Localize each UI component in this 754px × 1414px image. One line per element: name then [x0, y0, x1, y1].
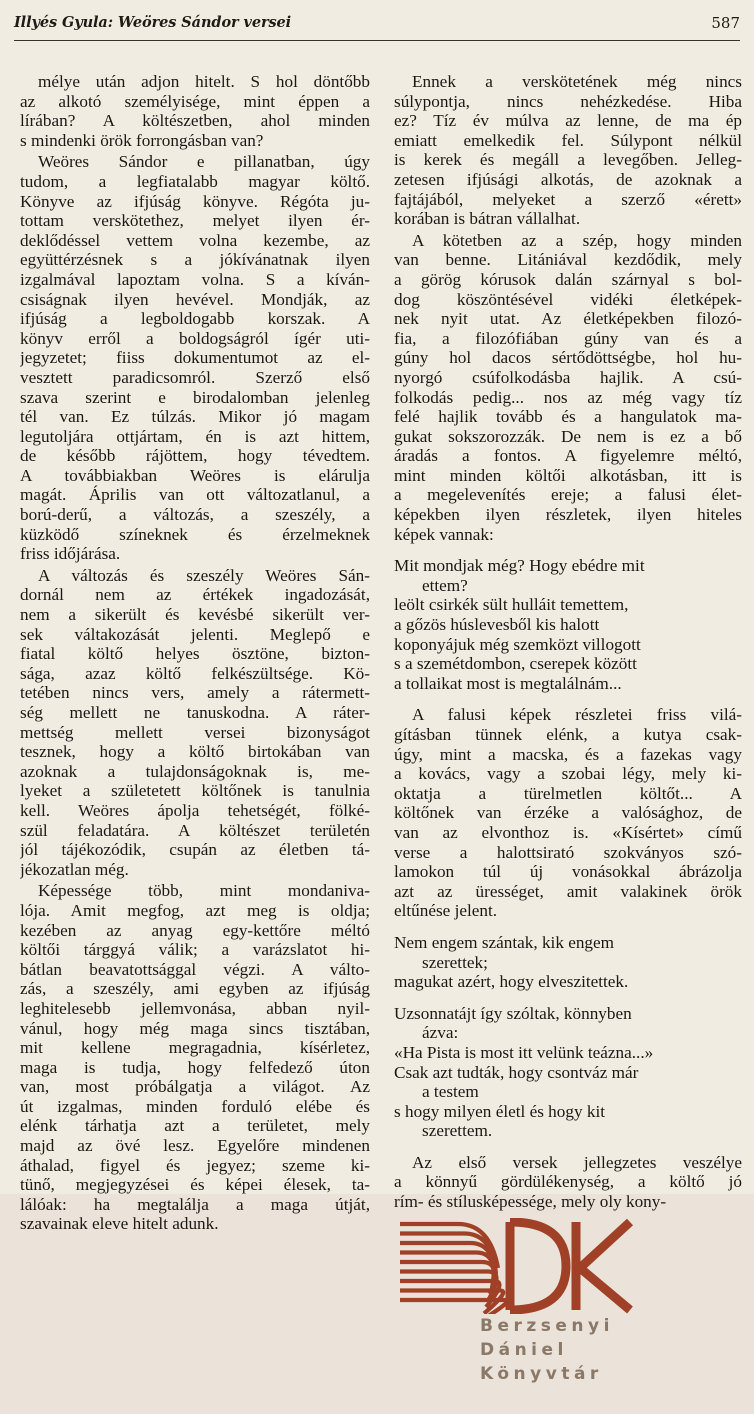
text-line: tünő, megjegyzései és képei élesek, ta-	[20, 1175, 370, 1195]
text-line: nyorgó csúfolkodásba hajlik. A csú-	[394, 367, 742, 387]
text-line: gukat sokszorozzák. De nem is ez a bő	[394, 426, 742, 446]
text-line: ború-derű, a változás, a szeszély, a	[20, 505, 370, 525]
text-line: van, most próbálgatja a világot. Az	[20, 1077, 370, 1097]
left-column	[20, 72, 370, 1236]
text-line: vesztett paradicsomról. Szerző első	[20, 367, 370, 387]
logo-stripe	[400, 1272, 497, 1301]
poem-line: Uzsonnatájt így szóltak, könnyben	[394, 1003, 632, 1023]
running-head-title: Illyés Gyula: Weöres Sándor versei	[14, 14, 292, 31]
text-line: kezében az anyag egy-kettőre méltó	[20, 920, 370, 940]
text-line: van az elvonthoz is. «Kísértet» című	[394, 822, 742, 842]
text-line: mint minden költői alkotásban, itt is	[394, 465, 742, 485]
text-line: sága, azaz költő felkészültsége. Kö-	[20, 663, 370, 683]
text-line: azt az ürességet, amit valakinek örök	[394, 881, 742, 901]
text-line: ség mellett ne tanuskodna. A ráter-	[20, 703, 370, 722]
text-line: deklődéssel vettem volna kezembe, az	[20, 230, 370, 250]
text-line: képek vannak:	[394, 524, 494, 544]
header-rule	[14, 40, 740, 41]
text-line: lamokon túl új vonásokkal ábrázolja	[394, 862, 742, 882]
text-line: A kötetben az a szép, hogy minden	[412, 230, 742, 250]
logo-text-line-3: Könyvtár	[480, 1364, 603, 1384]
text-line: magát. Április van ott változatlanul, a	[20, 485, 370, 505]
text-line: gításban tünnek elénk, a kutya csak-	[394, 725, 742, 744]
text-line: küzködő színeknek és érzelmeknek	[20, 524, 370, 544]
poem-line: a tollaikat most is megtalálnám...	[394, 673, 622, 693]
poem-line: koponyájuk még szemközt villogott	[394, 634, 641, 654]
poem-line: a gőzös húslevesből kis halott	[394, 615, 600, 635]
text-line: jékozatlan még.	[20, 859, 129, 879]
text-line: tottam verskötethez, melyet ilyen ér-	[20, 211, 370, 231]
text-line: tesznek, hogy a költő birtokában van	[20, 742, 370, 762]
text-line: dog köszöntésével vidéki életképek-	[394, 289, 742, 309]
text-line: maga is tudja, hogy felfedező úton	[20, 1057, 370, 1077]
text-line: zetesen ifjúsági alkotás, de azoknak a	[394, 169, 742, 189]
text-line: képekben ilyen részletek, ilyen hiteles	[394, 505, 742, 525]
text-line: költőnek van érzéke a valósághoz, de	[394, 803, 742, 823]
text-line: zás, a szeszély, ami egyben az ifjúság	[20, 979, 370, 999]
text-line: áthalad, figyel és jegyez; szeme ki-	[20, 1155, 370, 1175]
text-line: de később rájöttem, hogy tévedtem.	[20, 446, 370, 466]
page-number: 587	[711, 14, 740, 32]
text-line: jegyzetet; fiiss dokumentumot az el-	[20, 348, 370, 368]
text-line: azoknak a tulajdonságoknak is, me-	[20, 761, 370, 781]
poem-line: Mit mondjak még? Hogy ebédre mit	[394, 556, 645, 576]
poem-line: Csak azt tudták, hogy csontváz már	[394, 1062, 639, 1082]
text-line: jól tájékozódik, csupán az életben tá-	[20, 840, 370, 860]
text-line: mettség mellett versei bizonyságot	[20, 722, 370, 742]
text-line: út izgalmas, minden forduló elébe és	[20, 1096, 370, 1116]
text-line: emiatt emelkedik fel. Súlypont nélkül	[394, 130, 742, 150]
text-line: A falusi képek részletei friss vilá-	[412, 705, 742, 725]
text-line: dornál nem az értékek ingadozását,	[20, 585, 370, 605]
poem-line: s a szemétdombon, cserepek között	[394, 654, 637, 674]
text-line: áradás a fontos. A figyelemre méltó,	[394, 446, 742, 466]
text-line: verse a halottsirató szokványos szó-	[394, 842, 742, 862]
text-line: a görög kórusok dalán szárnyal s bol-	[394, 269, 742, 289]
poem-line: ettem?	[422, 575, 468, 595]
poem-line: a testem	[422, 1082, 479, 1102]
paragraph	[394, 705, 742, 921]
text-line: s mindenki örök forrongásban van?	[20, 130, 264, 150]
text-line: leghitelesebb jellemvonása, abban nyil-	[20, 998, 370, 1018]
logo-text-line-2: Dániel	[480, 1340, 568, 1360]
text-line: úgy, mint a macska, és a fazekas vagy	[394, 744, 742, 764]
text-line: legutoljára ottjártam, én is azt hittem,	[20, 426, 370, 446]
text-line: fajtájából, melyeket a szerző «érett»	[394, 189, 742, 209]
text-line: ifjúság a legboldogabb korszak. A	[20, 309, 370, 329]
paragraph	[20, 881, 370, 1234]
text-line: vánul, hogy még maga sincs tisztában,	[20, 1018, 370, 1038]
text-line: Weöres Sándor e pillanatban, úgy	[38, 152, 370, 172]
text-line: Könyve az ifjúság könyve. Régóta ju-	[20, 191, 370, 211]
text-line: költői tárggyá válik; a varázslatot hi-	[20, 940, 370, 960]
text-line: szava szerint e birodalomban jelenleg	[20, 387, 370, 407]
text-line: csiságnak ilyen hevével. Mondják, az	[20, 289, 370, 309]
poem-line: Nem engem szántak, kik engem	[394, 932, 615, 952]
text-line: van benne. Litániával kezdődik, mely	[394, 250, 742, 270]
bdk-logo-icon	[398, 1218, 634, 1314]
text-line: gúny hol dacos sértődöttségbe, hol hu-	[394, 348, 742, 368]
poem-quote	[394, 1004, 742, 1141]
text-line: tél van. Ez túlzás. Mikor jó magam	[20, 407, 370, 427]
poem-line: ázva:	[422, 1023, 459, 1043]
text-line: is kerek és megáll a levegőben. Jelleg-	[394, 150, 742, 170]
text-line: együttérzésnek s a jókívánatnak ilyen	[20, 250, 370, 270]
poem-quote	[394, 556, 742, 693]
poem-line: szerettek;	[422, 952, 488, 972]
poem-line: leölt csirkék sült hulláit temettem,	[394, 595, 629, 615]
text-line: súlypontja, nincs nehézkedése. Hiba	[394, 91, 742, 111]
logo-letter-k	[576, 1222, 630, 1310]
text-line: mélye után adjon hitelt. S hol döntőbb	[38, 72, 370, 91]
paragraph	[20, 566, 370, 880]
text-line: Ennek a verskötetének még nincs	[412, 72, 742, 91]
text-line: bátlan beavatottsággal végzi. A válto-	[20, 959, 370, 979]
library-logo	[398, 1218, 634, 1396]
text-line: a kovács, vagy a szobai légy, mely ki-	[394, 764, 742, 784]
text-line: a megelevenítés ereje; a falusi élet-	[394, 485, 742, 505]
poem-quote	[394, 933, 742, 992]
text-line: Az első versek jellegzetes veszélye	[412, 1152, 742, 1172]
text-line: folkodás pedig... nos az még vagy tíz	[394, 387, 742, 407]
text-line: oktatja a türelmetlen költőt... A	[394, 783, 742, 803]
poem-line: szerettem.	[422, 1121, 493, 1141]
text-line: lírában? A költészetben, ahol minden	[20, 111, 370, 131]
text-line: Képessége több, mint mondaniva-	[38, 881, 370, 901]
text-line: majd az övé lesz. Egyelőre mindenen	[20, 1136, 370, 1156]
text-line: az alkotó személyisége, mint éppen a	[20, 91, 370, 111]
text-line: szül feladatára. A költészet területén	[20, 820, 370, 840]
text-line: a könnyű gördülékenység, a költő jó	[394, 1172, 742, 1192]
logo-text-line-1: Berzsenyi	[480, 1316, 614, 1336]
text-line: felé hajlik tovább és a hangulatok ma-	[394, 407, 742, 427]
text-line: korában is bátran vállalhat.	[394, 209, 581, 229]
poem-line: magukat azért, hogy elveszitettek.	[394, 972, 629, 992]
text-line: izgalmával lapoztam volna. S a kíván-	[20, 269, 370, 289]
right-column	[394, 72, 742, 1214]
text-line: szavainak eleve hitelt adunk.	[20, 1214, 219, 1234]
poem-line: s hogy milyen életl és hogy kit	[394, 1101, 606, 1121]
running-head	[14, 14, 740, 36]
text-line: kell. Weöres ápolja tehetségét, fölké-	[20, 800, 370, 820]
text-line: tudom, a legfiatalabb magyar költő.	[20, 171, 370, 191]
text-line: sek váltakozását jelenti. Meglepő e	[20, 624, 370, 644]
text-line: tetében nincs vers, amely a rátermett-	[20, 683, 370, 703]
paragraph	[20, 72, 370, 150]
paragraph	[394, 231, 742, 545]
text-line: nek nyit utat. Az életképekben filozó-	[394, 309, 742, 329]
paragraph	[394, 1153, 742, 1212]
text-line: A továbbiakban Weöres is elárulja	[20, 465, 370, 485]
text-line: könyv erről a boldogságról ígér uti-	[20, 328, 370, 348]
paragraph	[394, 72, 742, 229]
logo-letter-d	[510, 1222, 566, 1310]
text-line: ez? Tíz év múlva az lenne, de ma ép	[394, 111, 742, 131]
poem-line: «Ha Pista is most itt velünk teázna...»	[394, 1042, 654, 1062]
text-line: nem a sikerült és kevésbé sikerült ver-	[20, 605, 370, 625]
text-line: eltűnése jelent.	[394, 901, 498, 921]
text-line: lálóak: ha megtalálja a maga útját,	[20, 1194, 370, 1214]
logo-stripe	[400, 1281, 499, 1307]
text-line: elénk tárhatja azt a területet, mely	[20, 1116, 370, 1136]
text-line: lója. Amit megfog, azt meg is oldja;	[20, 900, 370, 920]
text-line: fiatal költő helyes ösztöne, bizton-	[20, 644, 370, 664]
text-line: fia, a filozófiában gúny van és a	[394, 328, 742, 348]
text-line: A változás és szeszély Weöres Sán-	[38, 565, 370, 585]
paragraph	[20, 152, 370, 563]
text-line: friss időjárása.	[20, 544, 121, 564]
text-line: lyeket a születetett költőnek is tanulnia	[20, 781, 370, 801]
text-line: mit kellene megragadnia, kísérletez,	[20, 1038, 370, 1058]
text-line: rím- és stílusképessége, mely oly kony-	[394, 1192, 667, 1212]
